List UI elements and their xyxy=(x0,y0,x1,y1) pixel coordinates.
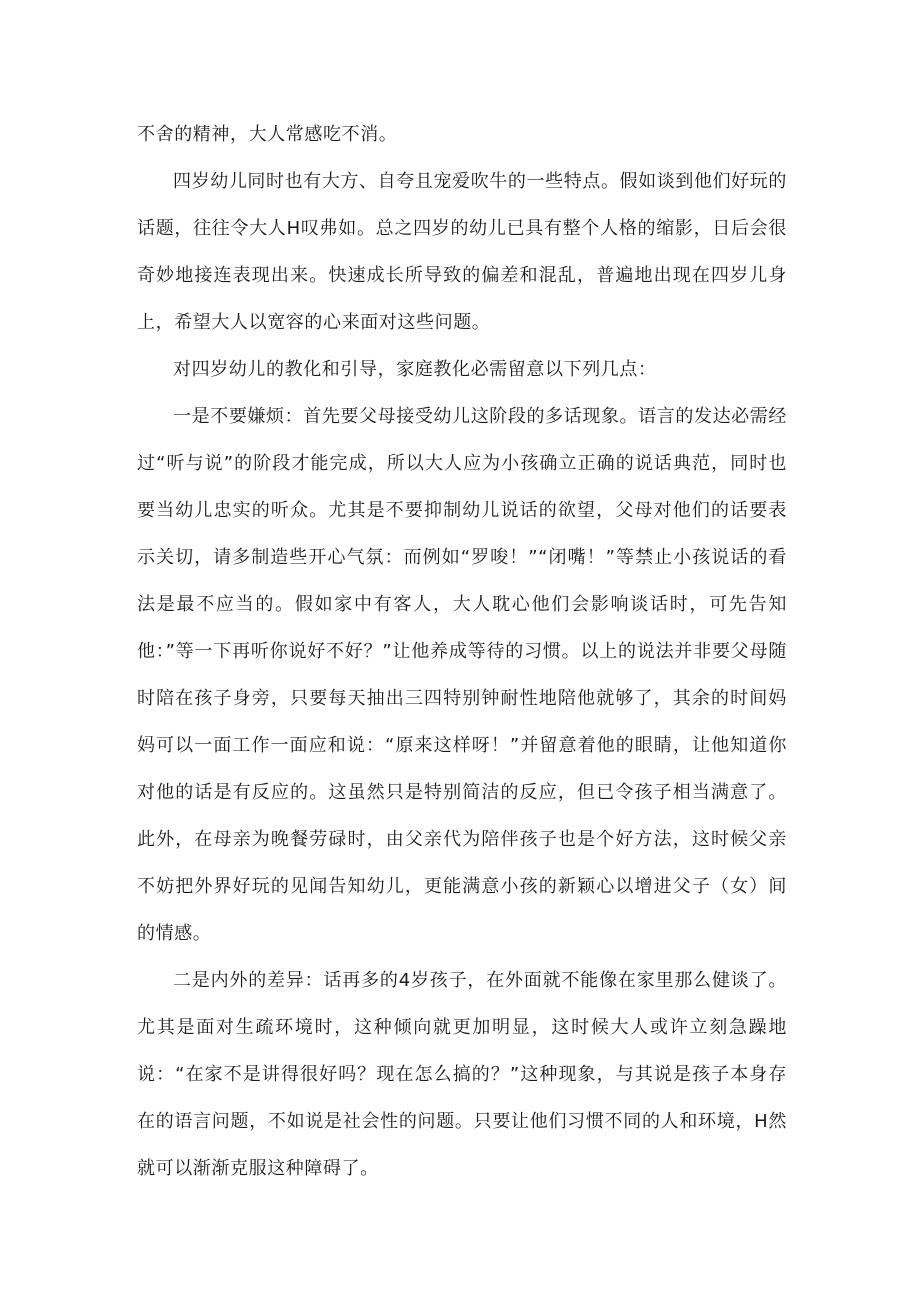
document-body xyxy=(137,111,787,1192)
paragraph-guidance-intro: 对四岁幼儿的教化和引导，家庭教化必需留意以下列几点： xyxy=(173,359,657,380)
paragraph-point-two: 二是内外的差异：话再多的4岁孩子，在外面就不能像在家里那么健谈了。尤其是面对生疏环境时，这种倾向就更加明显，这时候大人或许立刻急躁地说：“在家不是讲得很好吗？现在怎么搞的？”这种现象，与其说是孩子本身存在的语言问题，不如说是社会性的问题。只要让他们习惯不同的人和环境，H然就可以渐渐克服这种障碍了。 xyxy=(137,970,787,1179)
paragraph-point-one: 一是不要嫌烦：首先要父母接受幼儿这阶段的多话现象。语言的发达必需经过“听与说”的阶段才能完成，所以大人应为小孩确立正确的说话典范，同时也要当幼儿忠实的听众。尤其是不要抑制幼儿说话的欲望，父母对他们的话要表示关切，请多制造些开心气氛：而例如“罗唆！”“闭嘴！”等禁止小孩说话的看法是最不应当的。假如家中有客人，大人耽心他们会影响谈话时，可先告知他：”等一下再听你说好不好？”让他养成等待的习惯。以上的说法并非要父母随时陪在孩子身旁，只要每天抽出三四特别钟耐性地陪他就够了，其余的时间妈妈可以一面工作一面应和说：“原来这样呀！”并留意着他的眼睛，让他知道你对他的话是有反应的。这虽然只是特别简洁的反应，但已令孩子相当满意了。此外，在母亲为晚餐劳碌时，由父亲代为陪伴孩子也是个好方法，这时候父亲不妨把外界好玩的见闻告知幼儿，更能满意小孩的新颖心以增进父子（女）间的情感。 xyxy=(137,406,787,944)
paragraph-four-year-traits: 四岁幼儿同时也有大方、自夸且宠爱吹牛的一些特点。假如谈到他们好玩的话题，往往令大人H叹弗如。总之四岁的幼儿已具有整个人格的缩影，日后会很奇妙地接连表现出来。快速成长所导致的偏差和混乱，普遍地出现在四岁儿身上，希望大人以宽容的心来面对这些问题。 xyxy=(137,171,787,333)
paragraph-continuation: 不舍的精神，大人常感吃不消。 xyxy=(137,124,398,145)
